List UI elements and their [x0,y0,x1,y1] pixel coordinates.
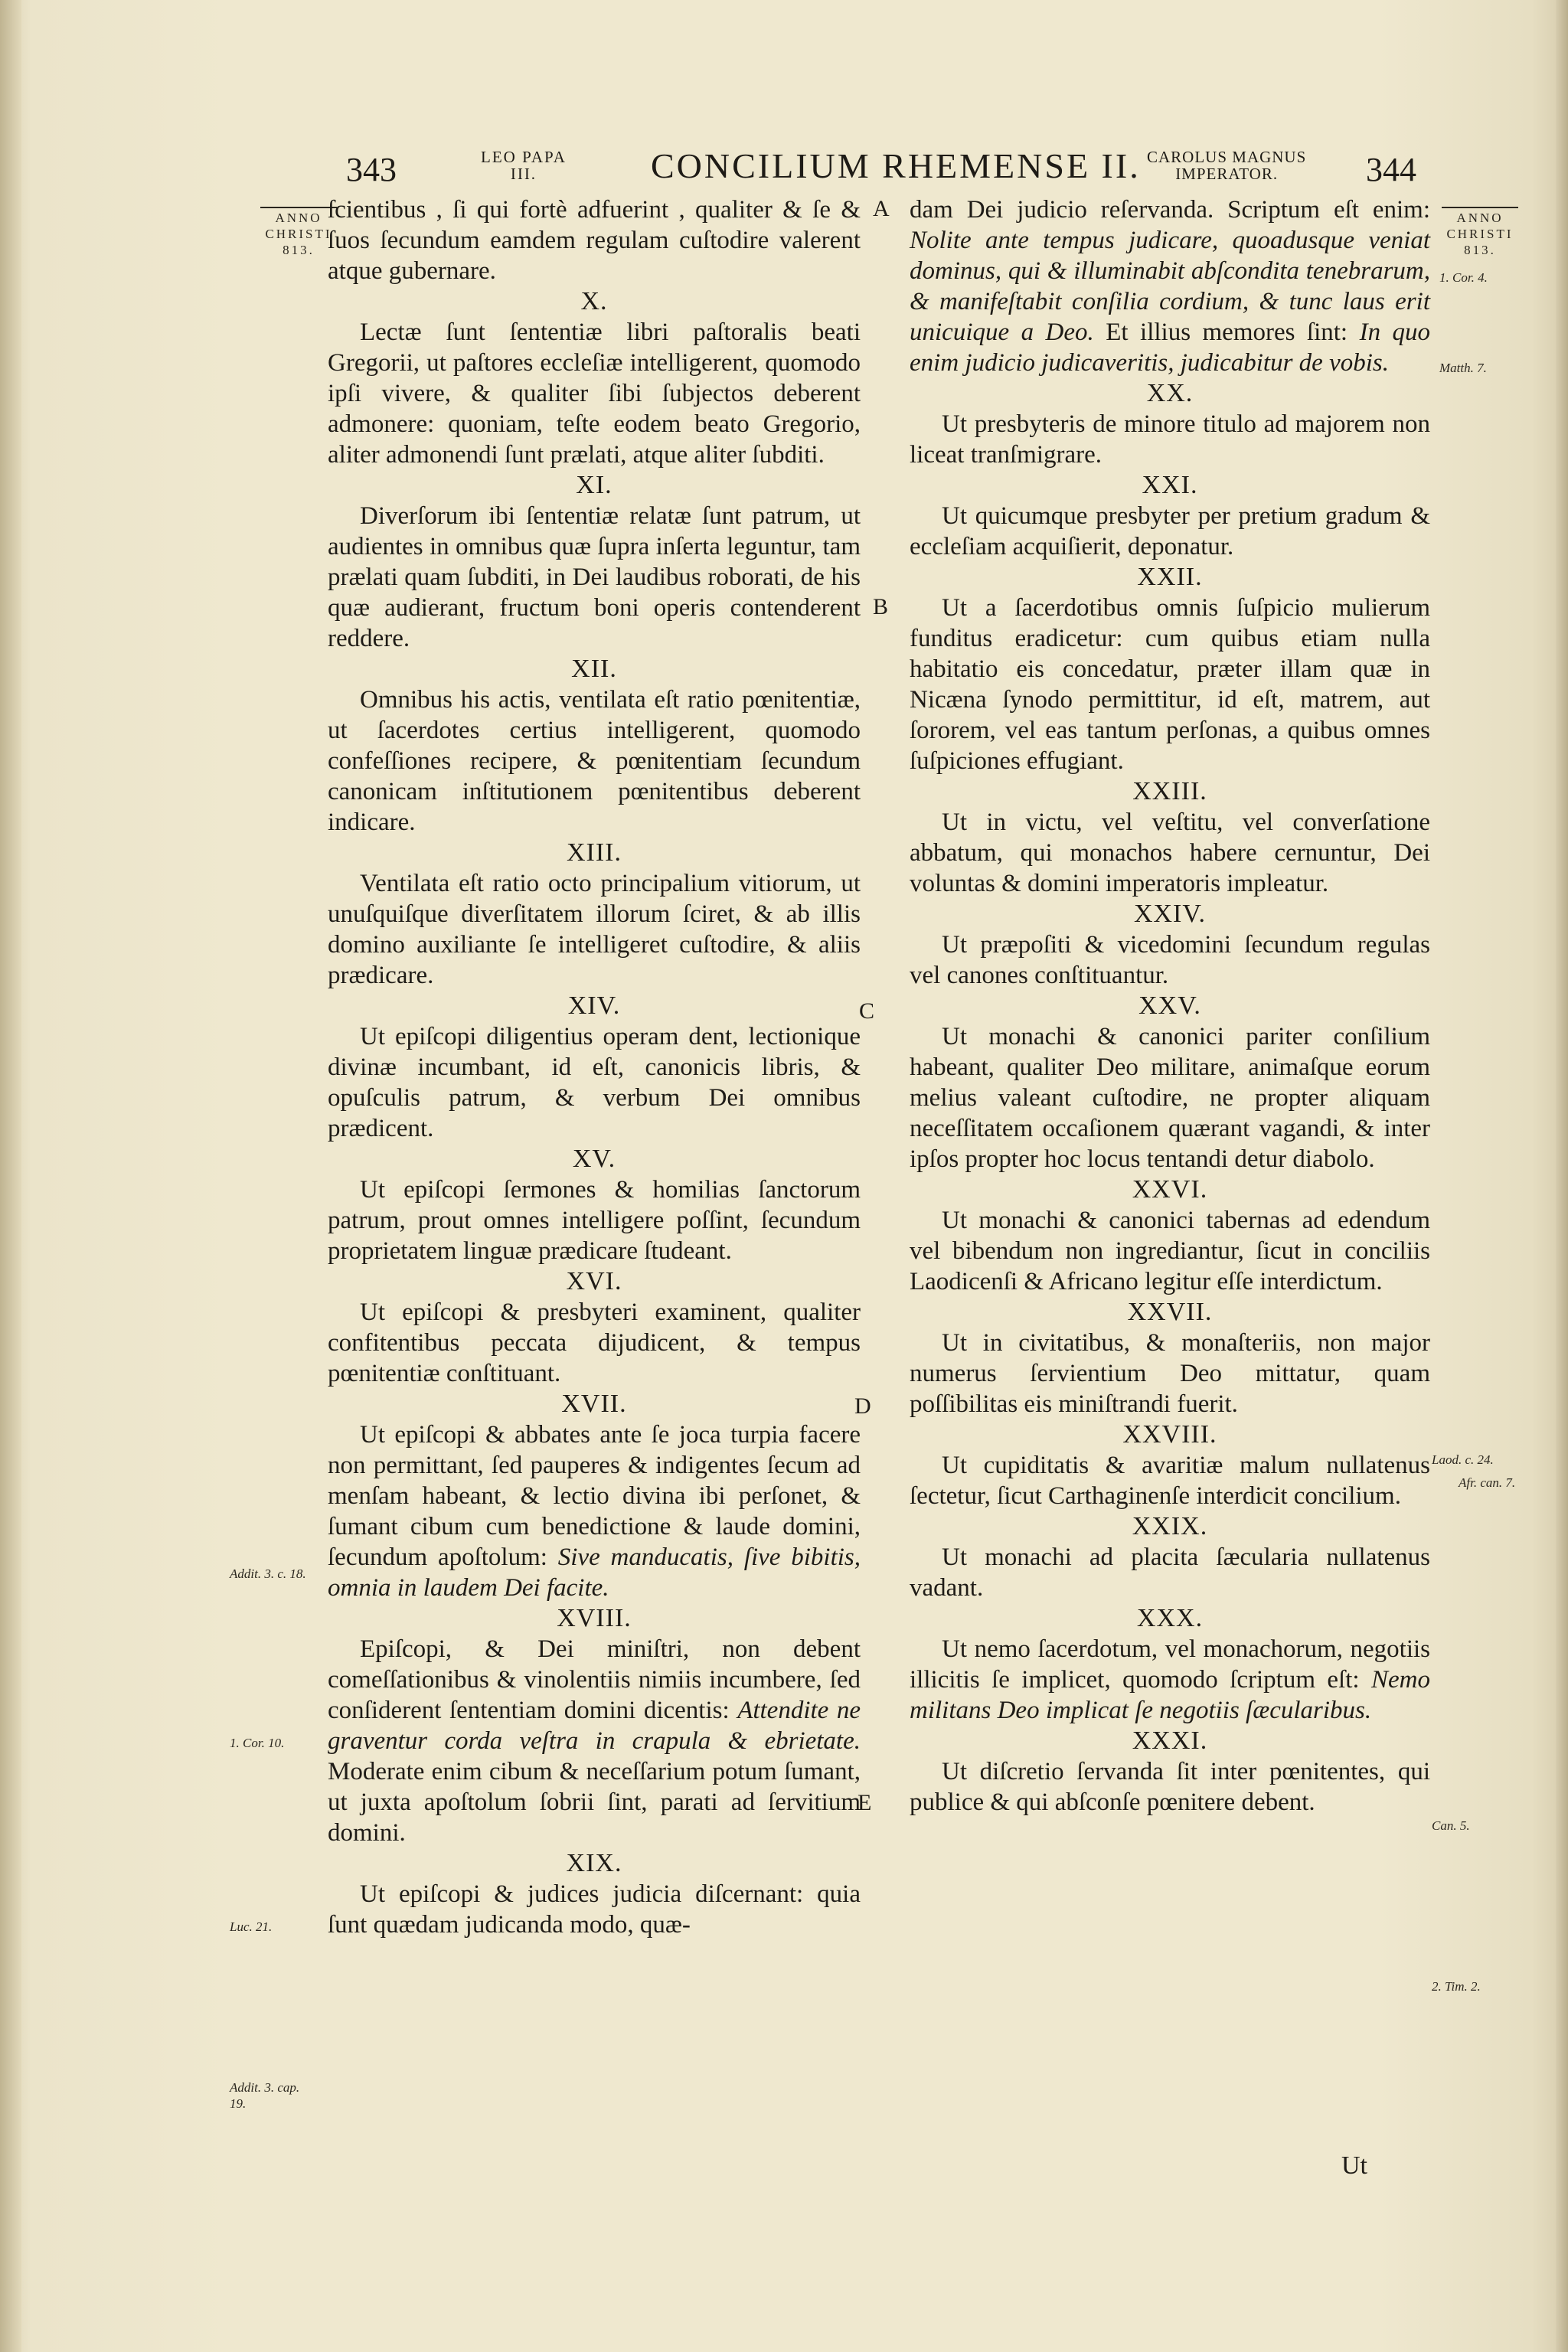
anno-left-line2: CHRISTI [265,227,332,241]
margin-ref-afr: Afr. can. 7. [1459,1475,1516,1490]
canon-body: Epiſcopi, & Dei miniſtri, non debent comeſſationibus & vinolentiis nimiis incumbere, ſed conſiderent ſententiam domini dicentis: [328,1635,861,1724]
scripture-quote: Sive manducatis, ſive bibitis, omnia in laudem Dei facite. [328,1544,861,1602]
canon-section [910,1174,1430,1297]
left-column [328,194,861,1940]
canon-body: ſcientibus , ſi qui fortè adfuerint , qualiter & ſe & ſuos ſecundum eamdem regulam cuſtodire valerent atque gubernare. [328,196,861,285]
canon-number: XXVI. [1132,1175,1208,1204]
canon-text [910,1450,1430,1511]
section-letter-e: E [858,1790,872,1815]
canon-text [910,1634,1430,1726]
canon-body: Ut in victu, vel veſtitu, vel converſatione abbatum, qui monachos habere cernuntur, Dei voluntas & domini imperatoris impleatur. [910,808,1430,897]
margin-ref-1-cor-4: 1. Cor. 4. [1439,270,1488,285]
canon-body: Lectæ ſunt ſententiæ libri paſtoralis beati Gregorii, ut paſtores eccleſiæ intelligerent, quomodo ipſi vivere, & qualiter ſibi ſubjectos deberent admonere: quoniam, teſte eodem beato Gregorio, aliter admonendi ſunt prælati, atque aliter ſubditi. [328,318,861,469]
canon-number: XXVII. [1127,1298,1213,1326]
right-column [910,194,1430,1818]
canon-text [910,1328,1430,1419]
canon-number: XXIX. [1132,1512,1208,1540]
canon-number: XXVIII. [1122,1420,1217,1449]
canon-number: X. [580,287,608,315]
canon-section [910,899,1430,991]
canon-number: XXIII. [1132,777,1207,805]
canon-section [328,838,861,991]
scripture-quote: Attendite ne graventur corda veſtra in crapula & ebrietate. [328,1697,861,1755]
canon-body: Ventilata eſt ratio octo principalium vitiorum, ut unuſquiſque diverſitatem illorum ſciret, & ab illis domino auxiliante ſe intelligeret cuſtodire, & aliis prædicare. [328,870,861,989]
canon-number: XXV. [1138,991,1201,1020]
catchword: Ut [1341,2151,1367,2180]
canon-section [328,1389,861,1603]
canon-text [910,1205,1430,1297]
canon-body-continued: Moderate enim cibum & neceſſarium potum ſumant, ut juxta apoſtolum ſobrii ſint, parati ad ſervitium domini. [328,1758,861,1847]
margin-ref-addit-3-cap-19: Addit. 3. cap. 19. [230,2080,300,2111]
canon-section [910,562,1430,776]
canon-number: XVII. [561,1390,627,1418]
canon-text [328,868,861,991]
running-head-left-line1: LEO PAPA [481,148,567,166]
canon-body: Ut in civitatibus, & monaſteriis, non major numerus ſervientium Deo mittatur, quam poſſibilitas eis miniſtrandi fuerit. [910,1329,1430,1418]
canon-text [328,1021,861,1144]
canon-text [910,929,1430,991]
canon-body: Ut epiſcopi ſermones & homilias ſanctorum patrum, prout omnes intelligere poſſint, ſecundum proprietatem linguæ prædicare ſtudeant. [328,1176,861,1265]
canon-body: Ut nemo ſacerdotum, vel monachorum, negotiis illicitis ſe implicet, quomodo ſcriptum eſt: [910,1635,1430,1694]
canon-number: XXXI. [1132,1726,1208,1755]
canon-body: Ut quicumque presbyter per pretium gradum & eccleſiam acquiſierit, deponatur. [910,502,1430,560]
canon-body: Ut monachi & canonici pariter conſilium habeant, qualiter Deo militare, animaſque eorum melius valeant cuſtodire, ne propter aliquam neceſſitatem occaſionem quærant vagandi, & inter ipſos propter hoc locus tentandi detur diabolo. [910,1023,1430,1173]
canon-body: Ut diſcretio ſervanda ſit inter pœnitentes, qui publice & qui abſconſe pœnitere debent. [910,1758,1430,1816]
anno-right-line1: ANNO [1456,211,1504,225]
canon-body: Omnibus his actis, ventilata eſt ratio pœnitentiæ, ut ſacerdotes certius intelligerent, quomodo confeſſiones recipere, & pœnitentiam ſecundum canonicam inſtitutionem pœnitentibus deberent indicare. [328,686,861,836]
canon-body: Ut monachi ad placita ſæcularia nullatenus vadant. [910,1544,1430,1602]
canon-body: Ut epiſcopi & abbates ante ſe joca turpia facere non permittant, ſed pauperes & indigentes ſecum ad menſam habeant, & lectio divina ibi perſonet, & ſumant cibum cum benedictione & laude domini, ſecundum apoſtolum: [328,1421,861,1571]
page-number-left: 343 [346,151,397,188]
canon-body: dam Dei judicio reſervanda. Scriptum eſt enim: [910,196,1430,224]
canon-body-continued: Et illius memores ſint: [1106,318,1348,346]
margin-ref-matth-7: Matth. 7. [1439,361,1487,375]
canon-section [910,378,1430,470]
canon-section [328,286,861,470]
canon-text [910,1756,1430,1818]
canon-text [910,593,1430,776]
canon-number: XIII. [566,838,622,867]
scripture-quote: Nemo militans Deo implicat ſe negotiis ſæcularibus. [910,1666,1430,1724]
canon-body: Ut epiſcopi & presbyteri examinent, qualiter confitentibus peccata dijudicent, & tempus pœnitentiæ conſtituant. [328,1298,861,1387]
canon-section [910,1419,1430,1511]
canon-number: XXII. [1137,563,1203,591]
canon-text [910,501,1430,562]
canon-text [328,1634,861,1848]
margin-ref-luc-21: Luc. 21. [230,1919,273,1934]
canon-number: XVI. [566,1267,622,1295]
canon-section [910,1511,1430,1603]
canon-section [328,1144,861,1266]
running-head-left-line2: III. [510,165,537,183]
margin-ref-laod: Laod. c. 24. [1432,1452,1494,1467]
scripture-quote: Nolite ante tempus judicare, quoadusque veniat dominus, qui & illuminabit abſcondita tenebrarum, & manifeſtabit conſilia cordium, & tunc laus erit unicuique a Deo. [910,227,1430,346]
canon-section [910,470,1430,562]
canon-text [910,1021,1430,1174]
canon-text [910,409,1430,470]
anno-right-year: 813. [1464,243,1496,257]
canon-section [328,470,861,654]
running-head-right-line1: CAROLUS MAGNUS [1147,148,1307,166]
canon-number: XVIII. [557,1604,632,1632]
canon-section [910,1297,1430,1419]
canon-number: XXX. [1136,1604,1204,1632]
canon-text [910,194,1430,378]
canon-text [910,1542,1430,1603]
canon-section [328,991,861,1144]
canon-text [910,807,1430,899]
page-edge [1556,0,1568,2352]
canon-number: XXIV. [1133,900,1207,928]
canon-body: Ut cupiditatis & avaritiæ malum nullatenus ſectetur, ſicut Carthaginenſe interdicit concilium. [910,1452,1430,1510]
canon-number: XXI. [1142,471,1198,499]
canon-text [328,317,861,470]
canon-section [910,1603,1430,1726]
page-number-right: 344 [1366,151,1416,188]
anno-right-line2: CHRISTI [1446,227,1514,241]
section-letter-d: D [854,1393,871,1419]
canon-body: Ut monachi & canonici tabernas ad edendum vel bibendum non ingrediantur, ſicut in conciliis Laodicenſi & Africano legitur eſſe interdictum. [910,1207,1430,1295]
anno-left-line1: ANNO [275,211,322,225]
canon-number: XV. [572,1145,616,1173]
scripture-quote: In quo enim judicio judicaveritis, judicabitur de vobis. [910,318,1431,377]
canon-text [328,501,861,654]
canon-body: Ut epiſcopi & judices judicia diſcernant: quia ſunt quædam judicanda modo, quæ- [328,1880,861,1939]
running-head-right-line2: IMPERATOR. [1175,165,1279,183]
canon-text [328,194,861,286]
margin-ref-1-cor-10: 1. Cor. 10. [230,1736,285,1750]
canon-section [328,654,861,838]
canon-text [328,684,861,838]
canon-number: XII. [571,655,617,683]
canon-text [328,1297,861,1389]
canon-body: Diverſorum ibi ſententiæ relatæ ſunt patrum, ut audientes in omnibus quæ ſupra inſerta leguntur, tam prælati quam ſubditi, in Dei laudibus roborati, de his quæ audierant, fructum boni operis contenderent reddere. [328,502,861,652]
page-title: CONCILIUM RHEMENSE II. [651,146,1141,185]
canon-body: Ut epiſcopi diligentius operam dent, lectionique divinæ incumbant, id eſt, canonicis libris, & opuſculis patrum, & verbum Dei omnibus prædicent. [328,1023,861,1142]
canon-section [328,1266,861,1389]
canon-text [328,1879,861,1940]
margin-ref-2-tim-2: 2. Tim. 2. [1432,1979,1481,1994]
canon-section [910,1726,1430,1818]
margin-ref-addit-3-c-18: Addit. 3. c. 18. [230,1566,306,1581]
canon-section [910,991,1430,1174]
canon-number: XIV. [567,991,621,1020]
section-letter-c: C [859,998,875,1024]
running-head-left [481,149,567,182]
canon-text [328,1419,861,1603]
canon-text [328,1174,861,1266]
canon-number: XX. [1146,379,1194,407]
canon-section [910,776,1430,899]
canon-section [328,194,861,286]
canon-section [328,1603,861,1848]
binding-gutter [0,0,21,2352]
margin-ref-can-5: Can. 5. [1432,1818,1470,1833]
anno-left-year: 813. [283,243,315,257]
canon-body: Ut præpoſiti & vicedomini ſecundum regulas vel canones conſtituantur. [910,931,1430,989]
anno-christi-right [1430,207,1530,258]
running-head-right [1147,149,1306,182]
canon-section [910,194,1430,378]
section-letter-b: B [873,594,889,619]
canon-number: XIX. [566,1849,622,1877]
section-letter-a: A [873,196,890,221]
canon-section [328,1848,861,1940]
canon-body: Ut presbyteris de minore titulo ad majorem non liceat tranſmigrare. [910,410,1430,469]
canon-number: XI. [576,471,612,499]
canon-body: Ut a ſacerdotibus omnis ſuſpicio mulierum funditus eradicetur: cum quibus etiam nulla habitatio eis concedatur, præter illam quæ in Nicæna ſynodo permittitur, id eſt, matrem, aut ſororem, vel eas tantum perſonas, a quibus omnes ſuſpiciones effugiant. [910,594,1430,775]
